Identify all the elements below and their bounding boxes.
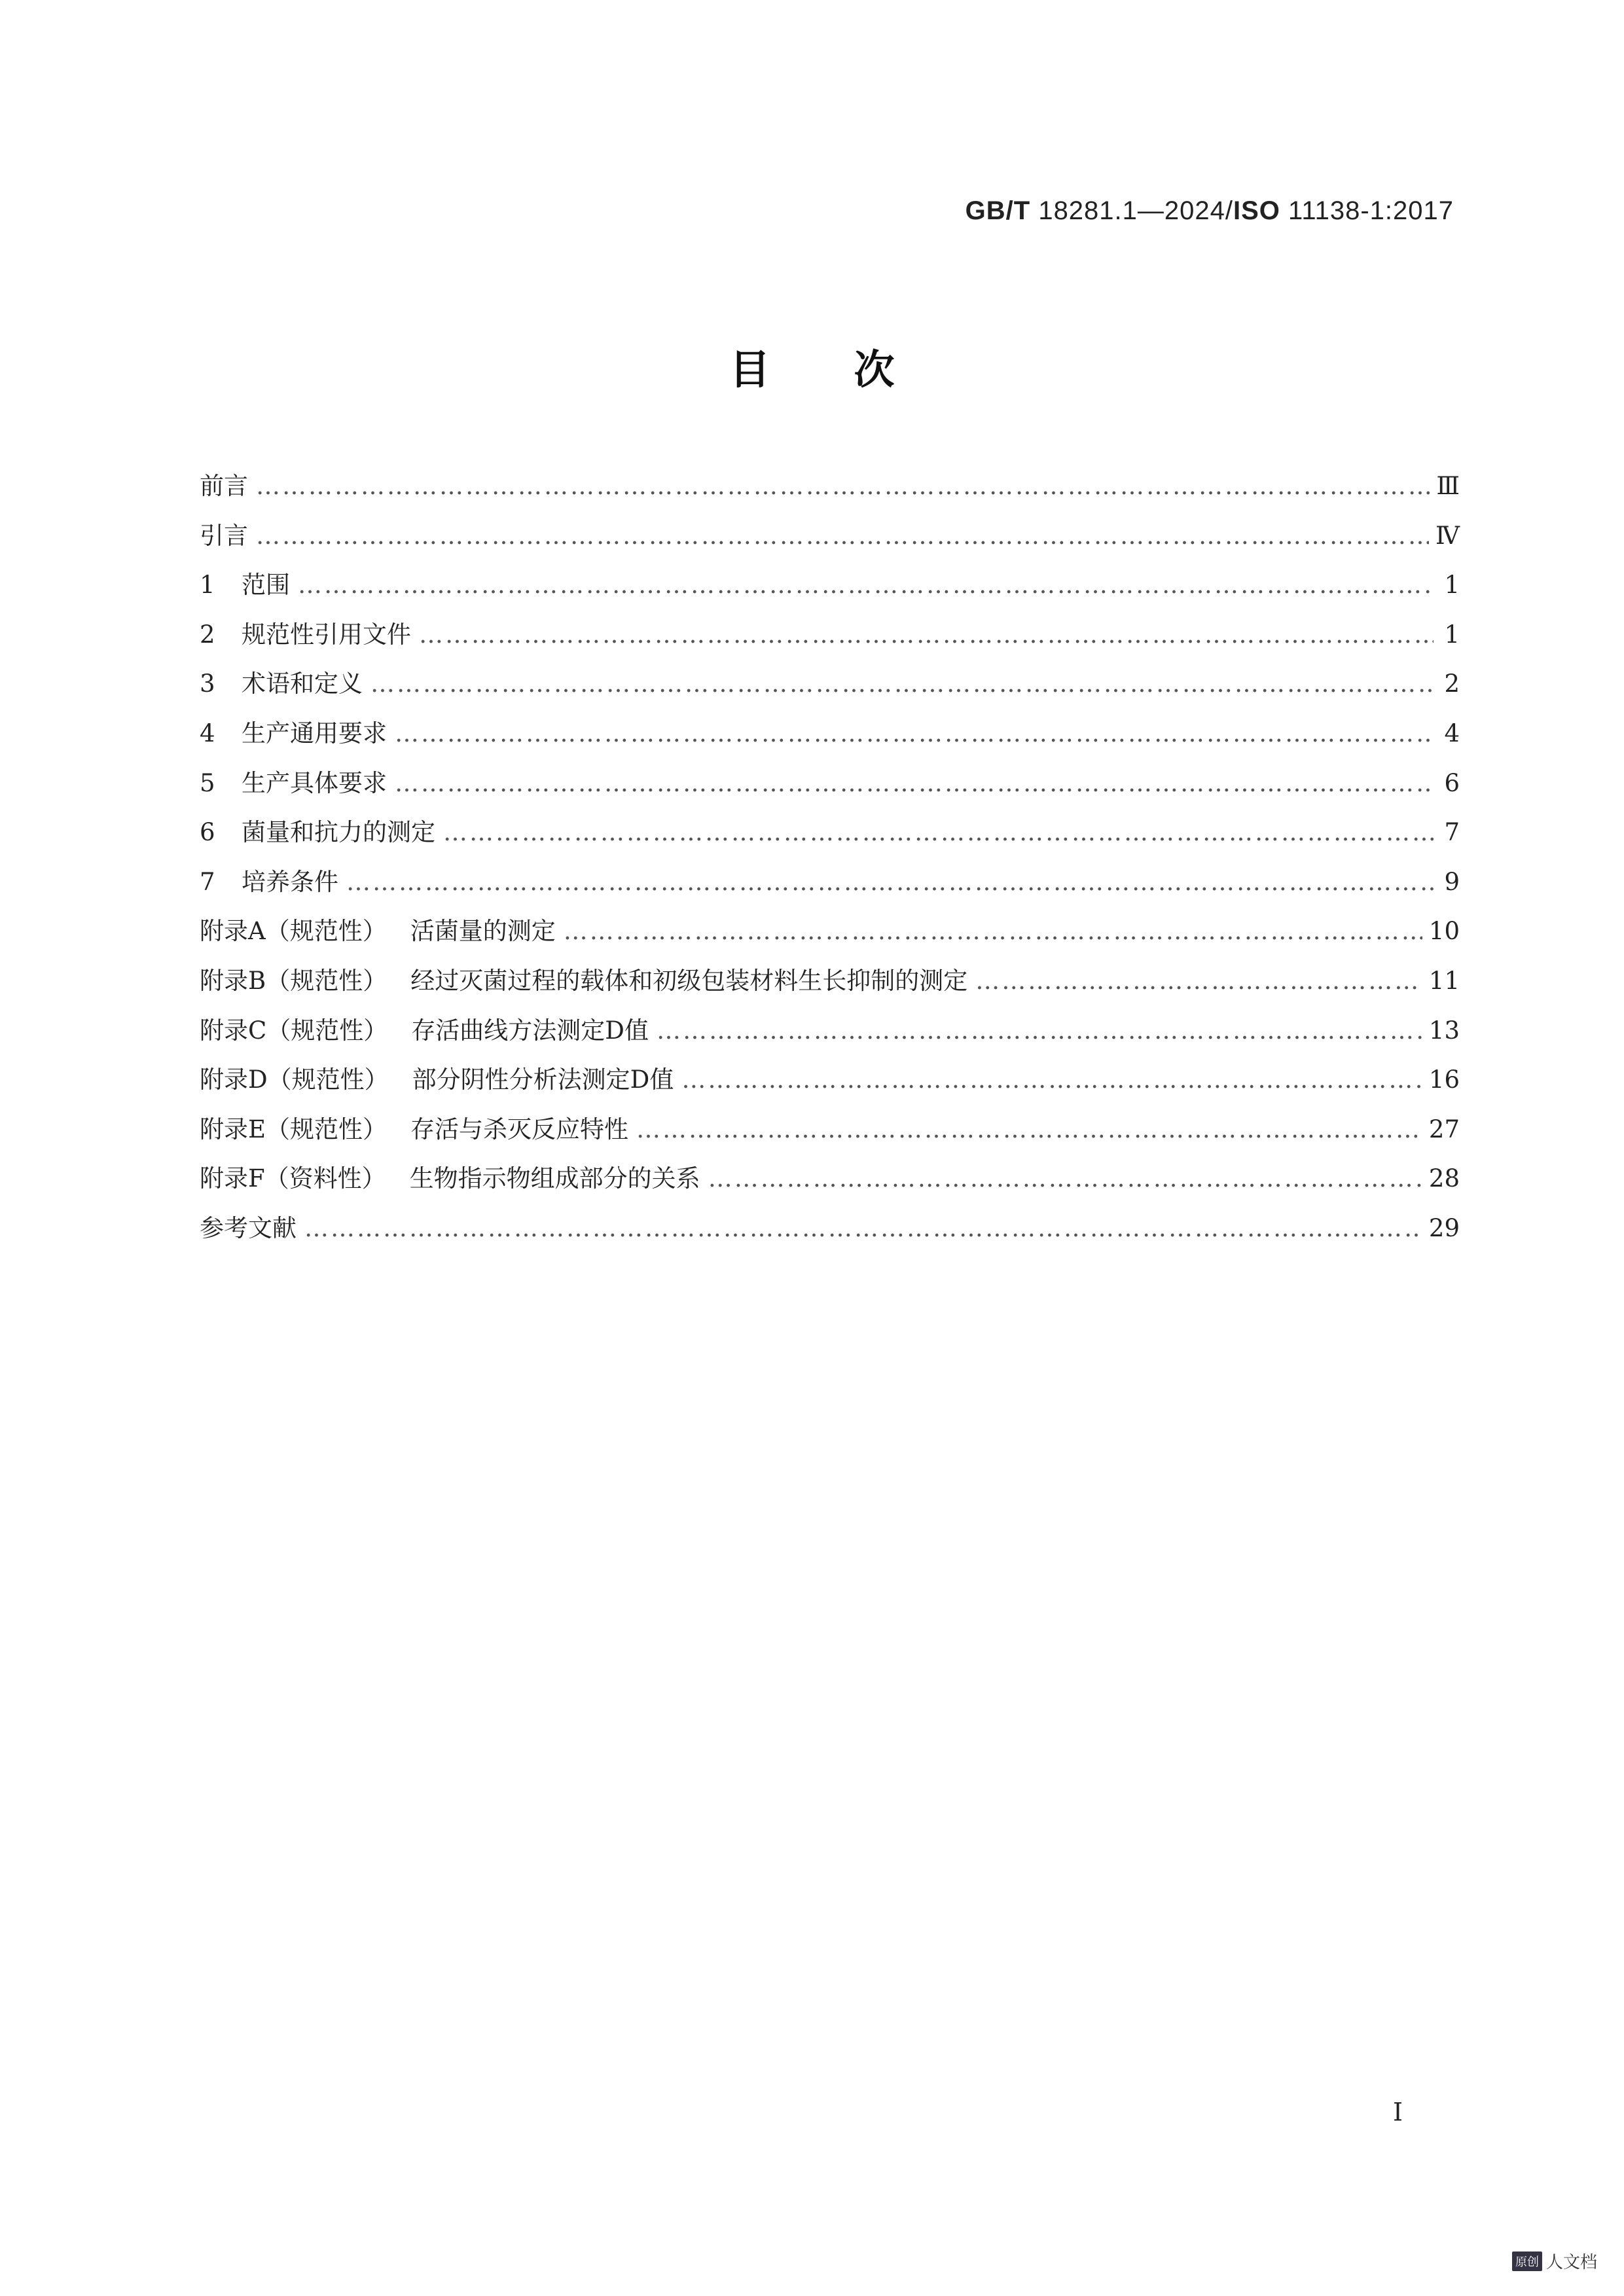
toc-entry-title: 培养条件 bbox=[242, 867, 338, 896]
toc-page-number: 7 bbox=[1444, 818, 1460, 847]
toc-dot-leader bbox=[304, 1204, 1422, 1253]
toc-entry-label bbox=[200, 956, 975, 1006]
document-standard-code bbox=[965, 196, 1454, 226]
toc-entry-label bbox=[200, 906, 564, 956]
toc-entry-label bbox=[200, 857, 346, 907]
toc-entry-title: 生产具体要求 bbox=[242, 768, 387, 797]
standard-number: 18281.1—2024/ bbox=[1030, 196, 1234, 225]
toc-entry[interactable] bbox=[200, 659, 1460, 709]
page-number: I bbox=[1393, 2098, 1403, 2126]
toc-entry-title: 存活曲线方法测定D值 bbox=[411, 1016, 649, 1045]
toc-dot-leader bbox=[681, 1055, 1422, 1105]
toc-entry-label bbox=[200, 1105, 636, 1155]
toc-dot-leader bbox=[975, 956, 1422, 1006]
toc-page-number: 16 bbox=[1428, 1066, 1460, 1094]
toc-entry[interactable] bbox=[200, 1105, 1460, 1155]
toc-entry-label bbox=[200, 759, 395, 808]
toc-page-number: 6 bbox=[1444, 768, 1460, 797]
toc-page-number: 4 bbox=[1444, 719, 1460, 747]
iso-prefix: ISO bbox=[1233, 196, 1280, 225]
toc-entry-label bbox=[200, 1204, 304, 1253]
toc-entry-title: 参考文献 bbox=[200, 1213, 297, 1242]
toc-entry-number: 6 bbox=[200, 818, 215, 847]
toc-dot-leader bbox=[395, 759, 1434, 808]
toc-entry-number: 3 bbox=[200, 670, 215, 698]
toc-dot-leader bbox=[298, 560, 1434, 610]
toc-entry[interactable] bbox=[200, 560, 1460, 610]
toc-dot-leader bbox=[370, 659, 1434, 709]
toc-page-number: 28 bbox=[1428, 1164, 1460, 1193]
toc-entry-title: 生物指示物组成部分的关系 bbox=[409, 1164, 700, 1193]
iso-number: 11138-1:2017 bbox=[1280, 196, 1454, 225]
toc-page-number: Ⅲ bbox=[1436, 472, 1460, 500]
toc-dot-leader bbox=[256, 511, 1429, 561]
toc-entry-label bbox=[200, 511, 256, 561]
toc-entry-title: 菌量和抗力的测定 bbox=[242, 818, 435, 847]
toc-dot-leader bbox=[346, 857, 1434, 907]
toc-entry-title: 存活与杀灭反应特性 bbox=[410, 1115, 629, 1143]
toc-entry-label bbox=[200, 1055, 681, 1105]
toc-entry[interactable] bbox=[200, 956, 1460, 1006]
toc-annex-tag: 附录B（规范性） bbox=[200, 966, 388, 995]
toc-entry-number: 7 bbox=[200, 867, 215, 896]
toc-page-number: 27 bbox=[1428, 1115, 1460, 1143]
toc-dot-leader bbox=[636, 1105, 1422, 1155]
toc-entry[interactable] bbox=[200, 906, 1460, 956]
toc-page-number: 1 bbox=[1444, 571, 1460, 600]
toc-dot-leader bbox=[564, 906, 1422, 956]
toc-page-number: 11 bbox=[1428, 966, 1460, 995]
toc-dot-leader bbox=[657, 1006, 1422, 1056]
toc-entry-label bbox=[200, 1006, 657, 1056]
page-title: 目次 bbox=[729, 346, 979, 393]
toc-entry-title: 前言 bbox=[200, 472, 248, 500]
toc-page-number: 13 bbox=[1428, 1016, 1460, 1045]
toc-entry-number: 5 bbox=[200, 768, 215, 797]
toc-dot-leader bbox=[256, 461, 1430, 511]
toc-dot-leader bbox=[419, 610, 1434, 660]
toc-annex-tag: 附录A（规范性） bbox=[200, 917, 387, 946]
toc-annex-tag: 附录C（规范性） bbox=[200, 1016, 388, 1045]
toc-entry[interactable] bbox=[200, 709, 1460, 759]
toc-entry-number: 1 bbox=[200, 571, 215, 600]
toc-entry-title: 引言 bbox=[200, 521, 248, 550]
watermark-logo bbox=[1512, 2249, 1597, 2273]
toc-entry[interactable] bbox=[200, 1204, 1460, 1253]
toc-page-number: 10 bbox=[1428, 917, 1460, 946]
toc-entry-label bbox=[200, 808, 443, 857]
toc-entry-title: 生产通用要求 bbox=[242, 719, 387, 747]
toc-entry-label bbox=[200, 461, 256, 511]
toc-page-number: 9 bbox=[1444, 867, 1460, 896]
toc-entry[interactable] bbox=[200, 1154, 1460, 1204]
toc-page-number: 1 bbox=[1444, 620, 1460, 649]
toc-annex-tag: 附录E（规范性） bbox=[200, 1115, 388, 1143]
toc-entry[interactable] bbox=[200, 808, 1460, 857]
toc-entry-label bbox=[200, 560, 298, 610]
toc-entry-number: 2 bbox=[200, 620, 215, 649]
toc-page-number: Ⅳ bbox=[1435, 521, 1460, 550]
watermark-text: 人文档 bbox=[1546, 2253, 1598, 2272]
toc-annex-tag: 附录D（规范性） bbox=[200, 1066, 389, 1094]
toc-entry[interactable] bbox=[200, 511, 1460, 561]
toc-entry[interactable] bbox=[200, 1006, 1460, 1056]
table-of-contents bbox=[200, 461, 1460, 1253]
toc-entry[interactable] bbox=[200, 857, 1460, 907]
toc-entry-title: 规范性引用文件 bbox=[242, 620, 411, 649]
toc-page-number: 29 bbox=[1428, 1213, 1460, 1242]
toc-entry-title: 部分阴性分析法测定D值 bbox=[412, 1066, 674, 1094]
toc-dot-leader bbox=[708, 1154, 1422, 1204]
toc-entry-label bbox=[200, 1154, 708, 1204]
standard-prefix: GB/T bbox=[965, 196, 1031, 225]
toc-annex-tag: 附录F（资料性） bbox=[200, 1164, 386, 1193]
toc-entry[interactable] bbox=[200, 759, 1460, 808]
toc-entry-label bbox=[200, 709, 395, 759]
toc-entry-title: 经过灭菌过程的载体和初级包装材料生长抑制的测定 bbox=[410, 966, 968, 995]
toc-dot-leader bbox=[443, 808, 1434, 857]
toc-page-number: 2 bbox=[1444, 670, 1460, 698]
toc-entry[interactable] bbox=[200, 1055, 1460, 1105]
toc-entry-number: 4 bbox=[200, 719, 215, 747]
toc-entry-label bbox=[200, 610, 419, 660]
toc-entry-title: 范围 bbox=[242, 571, 290, 600]
toc-entry-title: 活菌量的测定 bbox=[410, 917, 556, 946]
toc-entry[interactable] bbox=[200, 461, 1460, 511]
toc-entry[interactable] bbox=[200, 610, 1460, 660]
toc-entry-label bbox=[200, 659, 370, 709]
toc-dot-leader bbox=[395, 709, 1434, 759]
watermark-badge: 原创 bbox=[1512, 2251, 1542, 2271]
toc-entry-title: 术语和定义 bbox=[242, 670, 363, 698]
